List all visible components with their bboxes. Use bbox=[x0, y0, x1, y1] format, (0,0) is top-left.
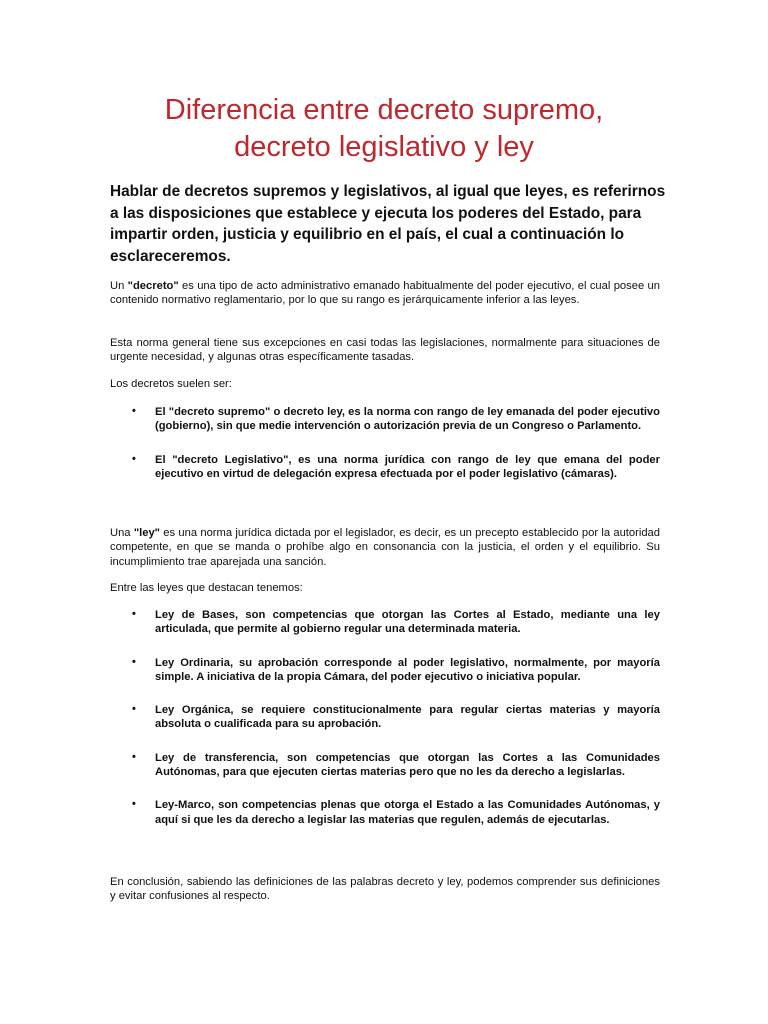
list-item bbox=[110, 453, 660, 482]
para1-term: "decreto" bbox=[127, 280, 179, 292]
paragraph-ley-definition bbox=[110, 526, 660, 569]
list-item bbox=[110, 751, 660, 780]
list-item-text: Ley-Marco, son competencias plenas que otorga el Estado a las Comunidades Autónomas, y aquí si que les da derecho a legislar las materias que regulen, además de ejecutarlas. bbox=[155, 799, 660, 826]
para1-rest: es una tipo de acto administrativo emanado habitualmente del poder ejecutivo, el cual posee un contenido normativo reglamentario, por lo que su rango es jerárquicamente inferior a las leyes. bbox=[110, 280, 660, 307]
bullet-icon: • bbox=[132, 608, 136, 620]
leyes-list bbox=[110, 608, 660, 827]
bullet-icon: • bbox=[132, 750, 136, 763]
list-item-text: Ley Orgánica, se requiere constitucionalmente para regular ciertas materias y mayoría absoluta o cualificada para su aprobación. bbox=[155, 704, 660, 731]
list-item-text: Ley de transferencia, son competencias que otorgan las Cortes a las Comunidades Autónomas, para que ejecuten ciertas materias pero que no les da derecho a legislarlas. bbox=[155, 751, 660, 779]
para4-rest: es una norma jurídica dictada por el legislador, es decir, es un precepto establecido por la autoridad competente, en que se manda o prohíbe algo en consonancia con la justicia, el orden y el equilibrio. Su incumplimiento trae aparejada una sanción. bbox=[110, 527, 661, 568]
list-item-text: Ley de Bases, son competencias que otorgan las Cortes al Estado, mediante una ley articulada, que permite al gobierno regular una determinada materia. bbox=[155, 609, 660, 636]
paragraph-excepciones: Esta norma general tiene sus excepciones en casi todas las legislaciones, normalmente para situaciones de urgente necesidad, y algunas otras específicamente tasadas. bbox=[110, 337, 660, 364]
paragraph-decreto-definition bbox=[110, 279, 660, 308]
paragraph-decretos-intro: Los decretos suelen ser: bbox=[110, 378, 232, 390]
list-item bbox=[110, 656, 660, 685]
list-item-text: Ley Ordinaria, su aprobación corresponde al poder legislativo, normalmente, por mayoría simple. A iniciativa de la propia Cámara, del poder ejecutivo o iniciativa popular. bbox=[155, 656, 660, 683]
para4-prefix: Una bbox=[110, 527, 134, 539]
page-title bbox=[100, 92, 668, 166]
para1-prefix: Un bbox=[110, 280, 128, 292]
bullet-icon: • bbox=[132, 798, 136, 811]
para4-term: "ley" bbox=[133, 527, 160, 539]
decretos-list bbox=[110, 405, 660, 481]
title-line-2: decreto legislativo y ley bbox=[234, 131, 534, 163]
bullet-icon: • bbox=[132, 655, 136, 668]
bullet-icon: • bbox=[132, 452, 136, 465]
list-item bbox=[110, 798, 660, 827]
bullet-icon: • bbox=[132, 405, 136, 417]
lead-paragraph: Hablar de decretos supremos y legislativos, al igual que leyes, es referirnos a las disposiciones que establece y ejecuta los poderes del Estado, para impartir orden, justicia y equilibrio en el país, el cual a continuación lo esclareceremos. bbox=[110, 183, 666, 265]
list-item bbox=[110, 608, 660, 637]
paragraph-leyes-intro: Entre las leyes que destacan tenemos: bbox=[110, 582, 303, 594]
title-line-1: Diferencia entre decreto supremo, bbox=[164, 94, 604, 126]
paragraph-conclusion: En conclusión, sabiendo las definiciones de las palabras decreto y ley, podemos comprender sus definiciones y evitar confusiones al respecto. bbox=[110, 876, 660, 903]
list-item bbox=[110, 405, 660, 434]
list-item-text: El "decreto supremo" o decreto ley, es la norma con rango de ley emanada del poder ejecutivo (gobierno), sin que medie intervención o autorización previa de un Congreso o Parlamento. bbox=[155, 406, 660, 433]
bullet-icon: • bbox=[132, 703, 136, 716]
list-item-text: El "decreto Legislativo", es una norma jurídica con rango de ley que emana del poder ejecutivo en virtud de delegación expresa efectuada por el poder legislativo (cámaras). bbox=[155, 453, 660, 480]
list-item bbox=[110, 703, 660, 732]
